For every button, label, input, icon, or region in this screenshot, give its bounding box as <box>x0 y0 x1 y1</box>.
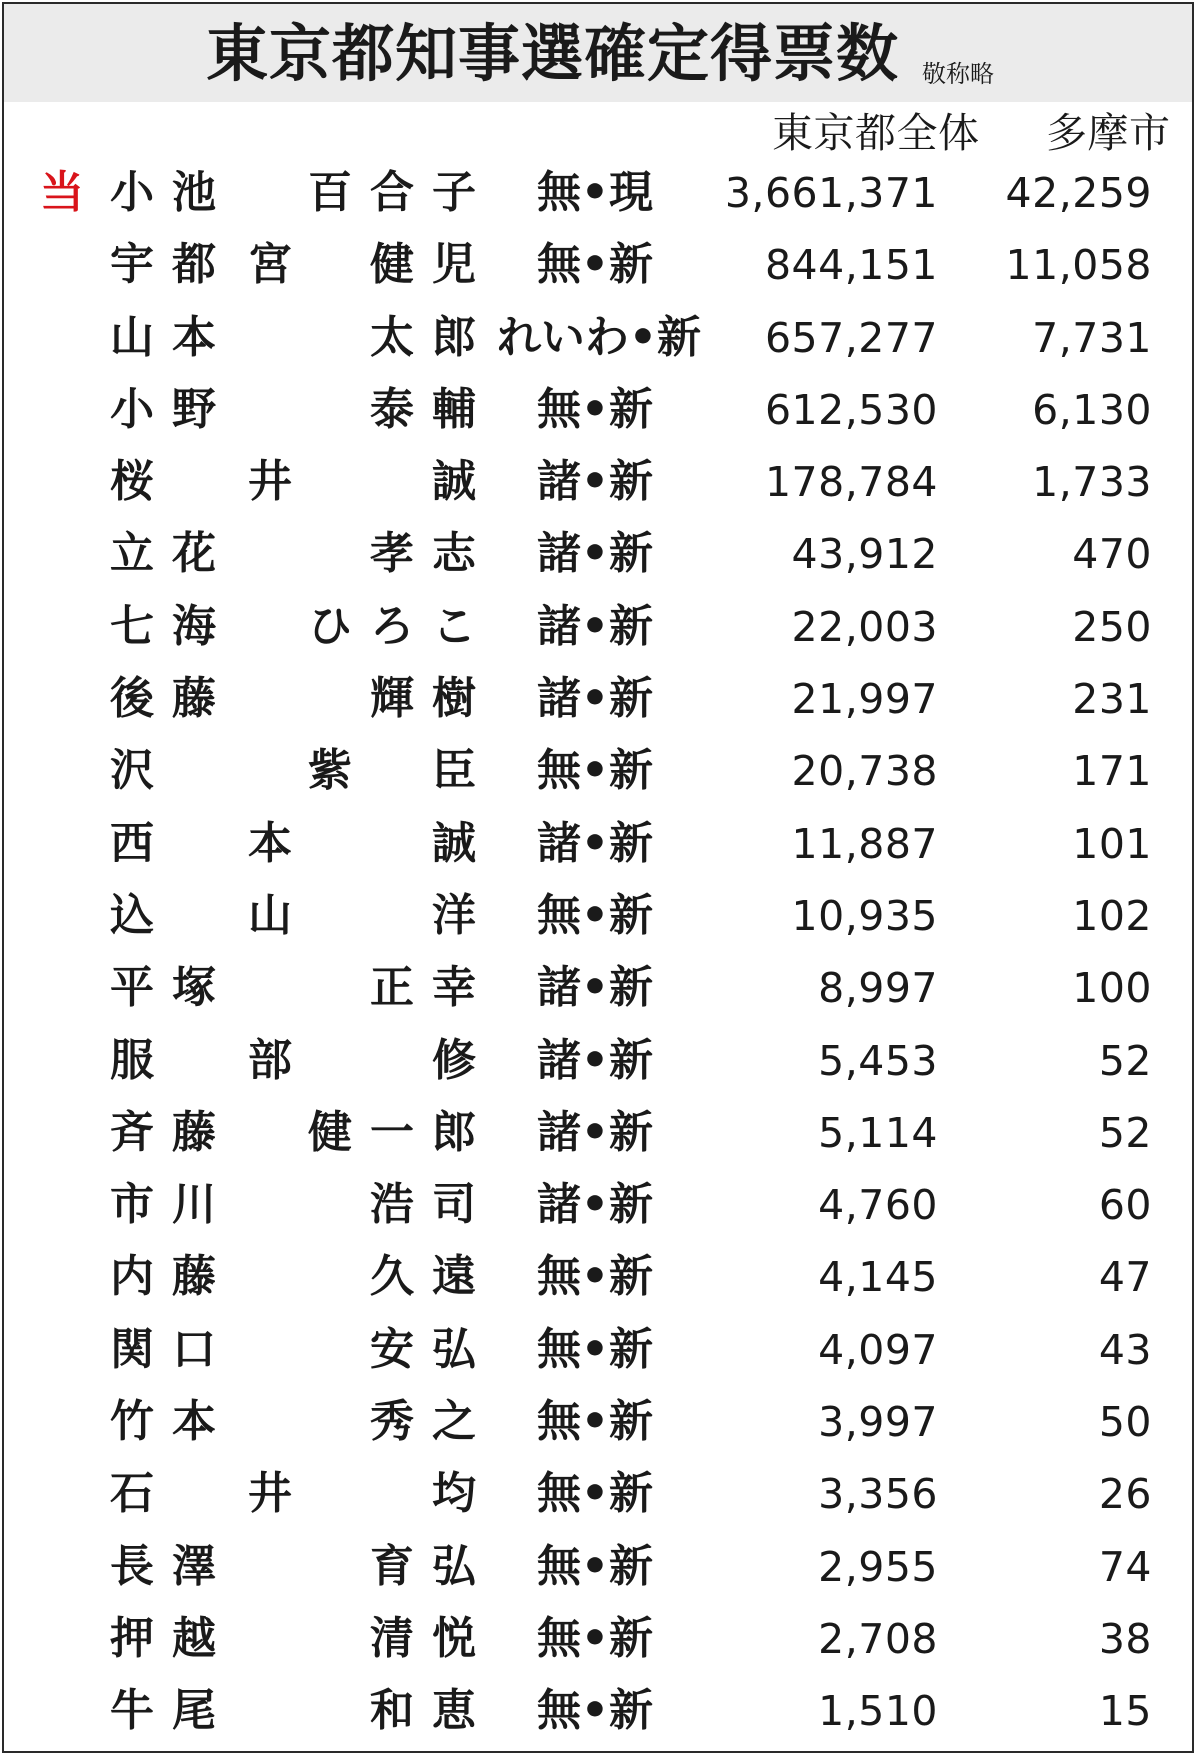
party-status: 無•新 <box>536 1685 654 1737</box>
name-char: 市 <box>110 1179 154 1231</box>
votes-total: 43,912 <box>791 530 938 579</box>
votes-total: 178,784 <box>764 458 938 507</box>
votes-total: 844,151 <box>764 241 938 290</box>
votes-tama: 7,731 <box>1032 313 1152 362</box>
party-status: 無•新 <box>536 383 654 435</box>
table-row <box>0 447 1200 519</box>
votes-total: 2,708 <box>818 1614 938 1663</box>
party-status: 無•新 <box>536 889 654 941</box>
votes-tama: 101 <box>1072 819 1152 868</box>
name-char: 小 <box>110 383 154 435</box>
name-char: 花 <box>172 528 216 580</box>
winner-mark: 当 <box>40 167 84 218</box>
name-char: 藤 <box>172 1106 216 1158</box>
votes-tama: 1,733 <box>1032 458 1152 507</box>
votes-tama: 231 <box>1072 675 1152 724</box>
name-char: 本 <box>172 311 216 363</box>
name-char: 安 <box>370 1323 414 1375</box>
name-char: 郎 <box>432 311 476 363</box>
name-char: 部 <box>248 1034 292 1086</box>
table-row <box>0 1459 1200 1531</box>
votes-tama: 171 <box>1072 747 1152 796</box>
name-char: 弘 <box>432 1540 476 1592</box>
party-status: 無•新 <box>536 1323 654 1375</box>
name-char: 後 <box>110 673 154 725</box>
name-char: 川 <box>172 1179 216 1231</box>
votes-tama: 50 <box>1098 1398 1152 1447</box>
table-row <box>0 1315 1200 1387</box>
party-status: 諸•新 <box>536 600 654 652</box>
party-status: れいわ•新 <box>496 311 702 363</box>
name-char: 弘 <box>432 1323 476 1375</box>
party-status: 諸•新 <box>536 673 654 725</box>
name-char: 育 <box>370 1540 414 1592</box>
party-status: 無•新 <box>536 239 654 291</box>
name-char: 沢 <box>110 745 154 797</box>
party-status: 無•新 <box>536 745 654 797</box>
party-status: 諸•新 <box>536 1179 654 1231</box>
votes-tama: 47 <box>1098 1253 1152 1302</box>
name-char: 輔 <box>432 383 476 435</box>
votes-tama: 100 <box>1072 964 1152 1013</box>
name-char: 尾 <box>172 1685 216 1737</box>
table-row <box>0 1242 1200 1314</box>
name-char: 恵 <box>432 1685 476 1737</box>
votes-tama: 52 <box>1098 1108 1152 1157</box>
votes-tama: 102 <box>1072 891 1152 940</box>
name-char: 都 <box>172 239 216 291</box>
column-header-total: 東京都全体 <box>772 109 980 157</box>
votes-total: 3,661,371 <box>724 169 938 217</box>
name-char: 之 <box>432 1396 476 1448</box>
name-char: こ <box>432 600 476 652</box>
votes-tama: 250 <box>1072 602 1152 651</box>
votes-total: 4,097 <box>818 1325 938 1374</box>
name-char: 洋 <box>432 889 476 941</box>
table-row <box>0 230 1200 302</box>
name-char: 池 <box>172 167 216 218</box>
votes-total: 3,356 <box>818 1470 938 1519</box>
honorific-note: 敬称略 <box>922 60 994 88</box>
name-char: 正 <box>370 962 414 1014</box>
table-row <box>0 881 1200 953</box>
name-char: 山 <box>110 311 154 363</box>
party-status: 無•新 <box>536 1612 654 1664</box>
name-char: 健 <box>370 239 414 291</box>
name-char: 内 <box>110 1251 154 1303</box>
votes-tama: 42,259 <box>1005 169 1152 217</box>
table-row <box>0 303 1200 375</box>
votes-total: 1,510 <box>818 1687 938 1736</box>
name-char: 子 <box>432 167 476 218</box>
party-status: 無•新 <box>536 1251 654 1303</box>
name-char: ひ <box>308 600 352 652</box>
votes-tama: 74 <box>1098 1542 1152 1591</box>
name-char: 清 <box>370 1612 414 1664</box>
name-char: 藤 <box>172 673 216 725</box>
name-char: 本 <box>248 817 292 869</box>
party-status: 無•新 <box>536 1396 654 1448</box>
table-row <box>0 592 1200 664</box>
votes-total: 657,277 <box>764 313 938 362</box>
name-char: 泰 <box>370 383 414 435</box>
votes-tama: 60 <box>1098 1181 1152 1230</box>
party-status: 無•新 <box>536 1540 654 1592</box>
name-char: 輝 <box>370 673 414 725</box>
name-char: 石 <box>110 1468 154 1520</box>
party-status: 諸•新 <box>536 817 654 869</box>
name-char: 小 <box>110 167 154 218</box>
table-row <box>0 375 1200 447</box>
votes-tama: 470 <box>1072 530 1152 579</box>
column-header-tama: 多摩市 <box>1046 109 1171 157</box>
name-char: 口 <box>172 1323 216 1375</box>
name-char: 関 <box>110 1323 154 1375</box>
votes-total: 5,114 <box>818 1108 938 1157</box>
party-status: 諸•新 <box>536 1106 654 1158</box>
name-char: 幸 <box>432 962 476 1014</box>
name-char: 遠 <box>432 1251 476 1303</box>
name-char: 合 <box>370 167 414 218</box>
name-char: 塚 <box>172 962 216 1014</box>
votes-tama: 6,130 <box>1032 385 1152 434</box>
votes-tama: 15 <box>1098 1687 1152 1736</box>
table-row <box>0 953 1200 1025</box>
name-char: 込 <box>110 889 154 941</box>
table-row <box>0 1170 1200 1242</box>
name-char: 久 <box>370 1251 414 1303</box>
name-char: 七 <box>110 600 154 652</box>
votes-total: 2,955 <box>818 1542 938 1591</box>
name-char: 服 <box>110 1034 154 1086</box>
votes-total: 20,738 <box>791 747 938 796</box>
votes-tama: 26 <box>1098 1470 1152 1519</box>
name-char: 澤 <box>172 1540 216 1592</box>
votes-total: 11,887 <box>791 819 938 868</box>
title-bar <box>4 4 1192 102</box>
name-char: 宮 <box>248 239 292 291</box>
table-row <box>0 1604 1200 1676</box>
name-char: 井 <box>248 1468 292 1520</box>
name-char: 和 <box>370 1685 414 1737</box>
name-char: 均 <box>432 1468 476 1520</box>
table-row <box>0 1532 1200 1604</box>
name-char: 井 <box>248 456 292 508</box>
name-char: 斉 <box>110 1106 154 1158</box>
table-row <box>0 1098 1200 1170</box>
party-status: 諸•新 <box>536 456 654 508</box>
table-row <box>0 736 1200 808</box>
name-char: 一 <box>370 1106 414 1158</box>
votes-tama: 38 <box>1098 1614 1152 1663</box>
table-row <box>0 158 1200 230</box>
name-char: 押 <box>110 1612 154 1664</box>
name-char: 立 <box>110 528 154 580</box>
name-char: ろ <box>370 600 414 652</box>
name-char: 宇 <box>110 239 154 291</box>
party-status: 諸•新 <box>536 1034 654 1086</box>
name-char: 西 <box>110 817 154 869</box>
votes-total: 10,935 <box>791 891 938 940</box>
name-char: 郎 <box>432 1106 476 1158</box>
party-status: 諸•新 <box>536 528 654 580</box>
name-char: 竹 <box>110 1396 154 1448</box>
name-char: 浩 <box>370 1179 414 1231</box>
votes-total: 21,997 <box>791 675 938 724</box>
page-title: 東京都知事選確定得票数 <box>206 17 900 90</box>
votes-total: 5,453 <box>818 1036 938 1085</box>
votes-tama: 43 <box>1098 1325 1152 1374</box>
table-row <box>0 519 1200 591</box>
name-char: 紫 <box>308 745 352 797</box>
party-status: 無•新 <box>536 1468 654 1520</box>
results-table <box>0 158 1200 1749</box>
table-row <box>0 1387 1200 1459</box>
name-char: 樹 <box>432 673 476 725</box>
votes-total: 8,997 <box>818 964 938 1013</box>
name-char: 長 <box>110 1540 154 1592</box>
votes-total: 4,145 <box>818 1253 938 1302</box>
party-status: 無•現 <box>536 167 654 218</box>
votes-total: 612,530 <box>764 385 938 434</box>
name-char: 健 <box>308 1106 352 1158</box>
name-char: 藤 <box>172 1251 216 1303</box>
name-char: 平 <box>110 962 154 1014</box>
name-char: 誠 <box>432 817 476 869</box>
votes-total: 22,003 <box>791 602 938 651</box>
table-row <box>0 1676 1200 1748</box>
name-char: 百 <box>308 167 352 218</box>
name-char: 修 <box>432 1034 476 1086</box>
votes-tama: 11,058 <box>1005 241 1152 290</box>
name-char: 海 <box>172 600 216 652</box>
name-char: 野 <box>172 383 216 435</box>
name-char: 児 <box>432 239 476 291</box>
table-row <box>0 809 1200 881</box>
name-char: 山 <box>248 889 292 941</box>
votes-total: 4,760 <box>818 1181 938 1230</box>
votes-tama: 52 <box>1098 1036 1152 1085</box>
table-row <box>0 664 1200 736</box>
votes-total: 3,997 <box>818 1398 938 1447</box>
name-char: 牛 <box>110 1685 154 1737</box>
name-char: 秀 <box>370 1396 414 1448</box>
name-char: 本 <box>172 1396 216 1448</box>
name-char: 臣 <box>432 745 476 797</box>
name-char: 悦 <box>432 1612 476 1664</box>
name-char: 志 <box>432 528 476 580</box>
name-char: 太 <box>370 311 414 363</box>
party-status: 諸•新 <box>536 962 654 1014</box>
name-char: 司 <box>432 1179 476 1231</box>
table-row <box>0 1026 1200 1098</box>
name-char: 孝 <box>370 528 414 580</box>
name-char: 越 <box>172 1612 216 1664</box>
name-char: 桜 <box>110 456 154 508</box>
name-char: 誠 <box>432 456 476 508</box>
